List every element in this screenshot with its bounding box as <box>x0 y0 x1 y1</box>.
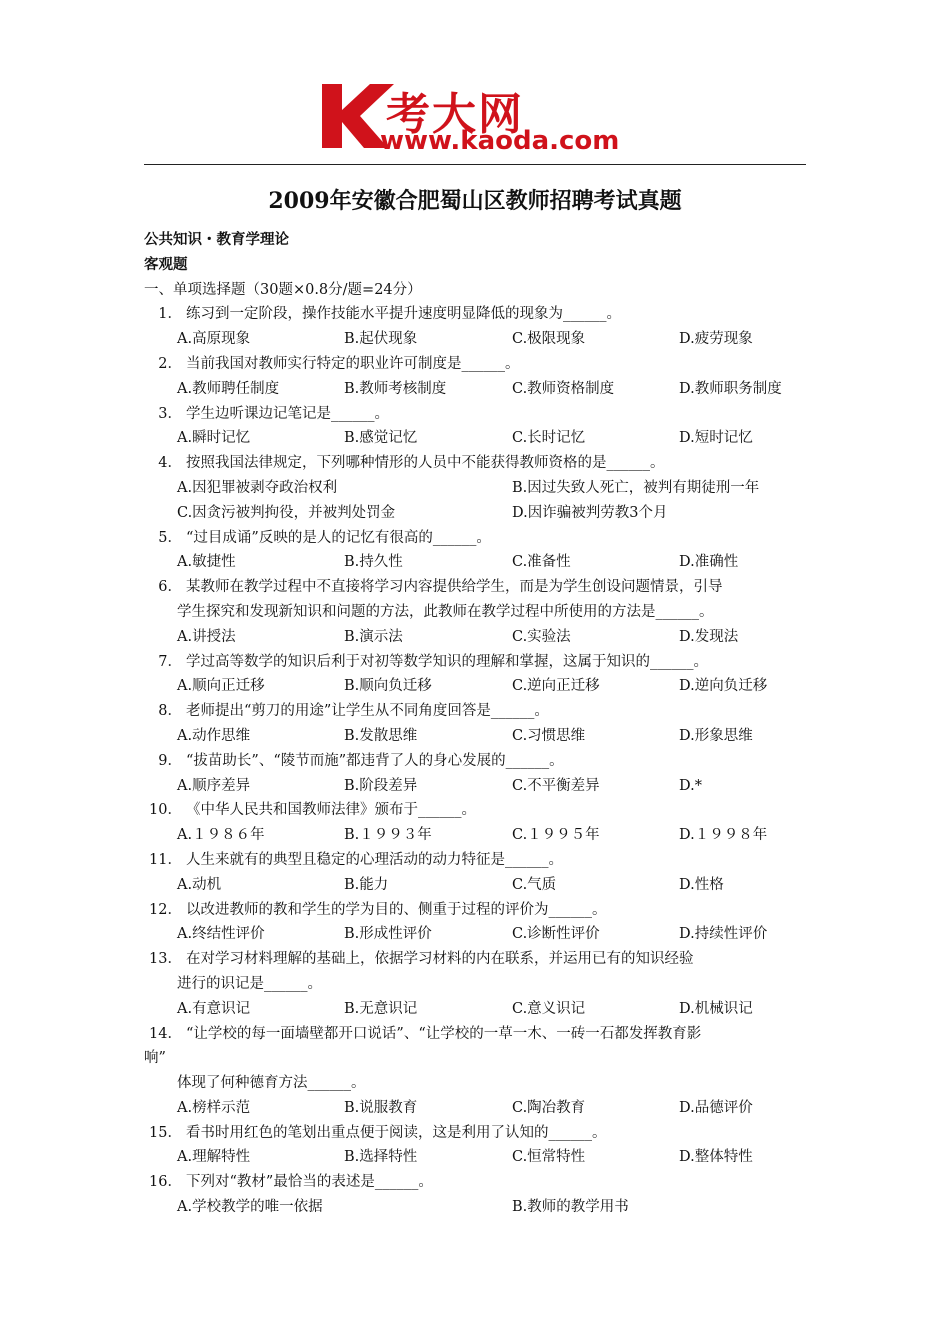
question-number: 11． <box>149 851 182 868</box>
answer-option: C.气质 <box>512 876 557 893</box>
question-item <box>144 848 812 898</box>
question-text: “拔苗助长”、“陵节而施”都违背了人的身心发展的______。 <box>186 752 564 769</box>
answer-option: D.性格 <box>679 876 724 893</box>
question-number: 1． <box>158 306 182 323</box>
question-item <box>144 898 812 948</box>
answer-option: B.说服教育 <box>344 1099 418 1116</box>
answer-option: C.意义识记 <box>512 1000 586 1017</box>
answer-option: D.整体特性 <box>679 1149 753 1166</box>
question-stem <box>144 798 812 823</box>
answer-option: C.习惯思维 <box>512 727 586 744</box>
question-item <box>144 947 812 1021</box>
answer-option: B.感觉记忆 <box>344 430 418 447</box>
option-row <box>144 1096 812 1121</box>
section-heading-objective: 客观题 <box>144 256 188 273</box>
question-number: 7． <box>158 653 182 670</box>
question-text: 下列对“教材”最恰当的表述是______。 <box>186 1174 433 1191</box>
answer-option: D.短时记忆 <box>679 430 753 447</box>
question-number: 16． <box>149 1174 182 1191</box>
answer-option: C.陶冶教育 <box>512 1099 586 1116</box>
section-heading-public-knowledge: 公共知识・教育学理论 <box>144 232 289 248</box>
answer-option: D.１９９８年 <box>679 827 768 844</box>
question-stem <box>144 650 812 675</box>
question-stem <box>144 947 812 972</box>
answer-option: A.瞬时记忆 <box>177 430 251 447</box>
answer-option: B.演示法 <box>344 628 403 645</box>
question-text: “让学校的每一面墙壁都开口说话”、“让学校的一草一木、一砖一石都发挥教育影 <box>186 1025 702 1042</box>
question-item <box>144 1121 812 1171</box>
answer-option: D.准确性 <box>679 554 739 571</box>
question-stem <box>144 898 812 923</box>
question-text: 以改进教师的教和学生的学为目的、侧重于过程的评价为______。 <box>186 901 607 918</box>
answer-option: C.教师资格制度 <box>512 380 615 397</box>
question-item <box>144 402 812 452</box>
question-text: 人生来就有的典型且稳定的心理活动的动力特征是______。 <box>186 851 563 868</box>
question-stem <box>144 1170 812 1195</box>
question-text: “过目成诵”反映的是人的记忆有很高的______。 <box>186 529 491 546</box>
answer-option: D.教师职务制度 <box>679 380 782 397</box>
question-stem <box>144 575 812 600</box>
document-title: 2009年安徽合肥蜀山区教师招聘考试真题 <box>268 188 682 214</box>
question-item <box>144 352 812 402</box>
answer-option: D.形象思维 <box>679 727 753 744</box>
question-item <box>144 526 812 576</box>
answer-option: A.有意识记 <box>177 1000 251 1017</box>
option-row <box>144 377 812 402</box>
part-heading: 一、单项选择题（30题×0.8分/题=24分） <box>144 281 422 298</box>
option-row <box>144 550 812 575</box>
option-row <box>144 997 812 1022</box>
answer-option: B.因过失致人死亡，被判有期徒刑一年 <box>512 479 760 496</box>
answer-option: A.动作思维 <box>177 727 251 744</box>
option-row <box>144 724 812 749</box>
option-row <box>144 501 812 526</box>
answer-option: B.教师的教学用书 <box>512 1199 629 1216</box>
option-row <box>144 823 812 848</box>
answer-option: D.逆向负迁移 <box>679 678 768 695</box>
answer-option: A.敏捷性 <box>177 554 236 571</box>
answer-option: A.动机 <box>177 876 222 893</box>
answer-option: B.顺向负迁移 <box>344 678 432 695</box>
question-item <box>144 1170 812 1220</box>
answer-option: C.逆向正迁移 <box>512 678 600 695</box>
question-text: 练习到一定阶段，操作技能水平提升速度明显降低的现象为______。 <box>186 306 621 323</box>
question-stem <box>144 352 812 377</box>
question-number: 8． <box>158 703 182 720</box>
answer-option: A.高原现象 <box>177 331 251 348</box>
question-stem <box>144 1022 812 1047</box>
question-item <box>144 575 812 649</box>
option-row <box>144 426 812 451</box>
question-text-continued: 学生探究和发现新知识和问题的方法，此教师在教学过程中所使用的方法是______。 <box>177 603 714 620</box>
question-number: 2． <box>158 355 182 372</box>
question-stem <box>144 1121 812 1146</box>
answer-option: A.学校教学的唯一依据 <box>177 1199 323 1216</box>
question-stem <box>144 302 812 327</box>
question-stem <box>144 699 812 724</box>
answer-option: C.不平衡差异 <box>512 777 600 794</box>
answer-option: C.实验法 <box>512 628 571 645</box>
answer-option: D.品德评价 <box>679 1099 753 1116</box>
option-row <box>144 873 812 898</box>
question-text: 某教师在教学过程中不直接将学习内容提供给学生，而是为学生创设问题情景，引导 <box>186 579 723 596</box>
answer-option: D.* <box>679 777 702 794</box>
answer-option: C.１９９５年 <box>512 827 600 844</box>
question-item <box>144 749 812 799</box>
answer-option: B.能力 <box>344 876 389 893</box>
option-row <box>144 1145 812 1170</box>
question-stem <box>144 749 812 774</box>
question-number: 15． <box>149 1124 182 1141</box>
question-number: 3． <box>158 405 182 422</box>
question-number: 5． <box>158 529 182 546</box>
answer-option: C.因贪污被判拘役，并被判处罚金 <box>177 504 396 521</box>
question-number: 10． <box>149 802 182 819</box>
answer-option: A.理解特性 <box>177 1149 251 1166</box>
question-text: 看书时用红色的笔划出重点便于阅读，这是利用了认知的______。 <box>186 1124 607 1141</box>
answer-option: C.恒常特性 <box>512 1149 586 1166</box>
answer-option: D.持续性评价 <box>679 926 768 943</box>
site-logo[interactable] <box>318 80 648 160</box>
answer-option: A.榜样示范 <box>177 1099 251 1116</box>
question-item <box>144 699 812 749</box>
question-text: 在对学习材料理解的基础上，依据学习材料的内在联系，并运用已有的知识经验 <box>186 951 694 968</box>
question-stem <box>144 451 812 476</box>
answer-option: D.疲劳现象 <box>679 331 753 348</box>
question-text: 学过高等数学的知识后利于对初等数学知识的理解和掌握，这属于知识的______。 <box>186 653 708 670</box>
question-list <box>144 302 812 1219</box>
answer-option: B.教师考核制度 <box>344 380 447 397</box>
question-number: 14． <box>149 1025 182 1042</box>
question-number: 4． <box>158 455 182 472</box>
question-text: 学生边听课边记笔记是______。 <box>186 405 389 422</box>
question-number: 9． <box>158 752 182 769</box>
question-item <box>144 650 812 700</box>
option-row <box>144 476 812 501</box>
question-text: 《中华人民共和国教师法律》颁布于______。 <box>186 802 476 819</box>
logo-chinese-text: 考大网 <box>386 89 524 140</box>
question-stem <box>144 848 812 873</box>
question-text: 当前我国对教师实行特定的职业许可制度是______。 <box>186 355 520 372</box>
question-item <box>144 798 812 848</box>
answer-option: B.阶段差异 <box>344 777 418 794</box>
answer-option: C.长时记忆 <box>512 430 586 447</box>
option-row <box>144 327 812 352</box>
answer-option: C.准备性 <box>512 554 571 571</box>
answer-option: D.机械识记 <box>679 1000 753 1017</box>
question-item <box>144 451 812 525</box>
question-item <box>144 1022 812 1121</box>
answer-option: B.持久性 <box>344 554 403 571</box>
answer-option: A.讲授法 <box>177 628 236 645</box>
option-row <box>144 625 812 650</box>
option-row <box>144 922 812 947</box>
answer-option: B.１９９３年 <box>344 827 432 844</box>
question-text-continued: 进行的识记是______。 <box>177 975 322 992</box>
answer-option: C.诊断性评价 <box>512 926 600 943</box>
option-row <box>144 1195 812 1220</box>
question-text: 老师提出“剪刀的用途”让学生从不同角度回答是______。 <box>186 703 549 720</box>
answer-option: A.终结性评价 <box>177 926 265 943</box>
answer-option: B.选择特性 <box>344 1149 418 1166</box>
answer-option: B.起伏现象 <box>344 331 418 348</box>
option-row <box>144 774 812 799</box>
question-item <box>144 302 812 352</box>
question-number: 13． <box>149 951 182 968</box>
question-stem <box>144 402 812 427</box>
document-body <box>144 228 812 1220</box>
answer-option: A.教师聘任制度 <box>177 380 280 397</box>
answer-option: B.无意识记 <box>344 1000 418 1017</box>
answer-option: C.极限现象 <box>512 331 586 348</box>
answer-option: D.发现法 <box>679 628 739 645</box>
question-text-continued: 响” <box>144 1050 166 1067</box>
question-number: 6． <box>158 579 182 596</box>
answer-option: B.形成性评价 <box>344 926 432 943</box>
question-text: 按照我国法律规定，下列哪种情形的人员中不能获得教师资格的是______。 <box>186 455 665 472</box>
answer-option: A.１９８６年 <box>177 827 265 844</box>
answer-option: D.因诈骗被判劳教3个月 <box>512 504 668 521</box>
option-row <box>144 674 812 699</box>
logo-url-text: www.kaoda.com <box>380 126 620 156</box>
answer-option: A.顺向正迁移 <box>177 678 265 695</box>
answer-option: B.发散思维 <box>344 727 418 744</box>
answer-option: A.顺序差异 <box>177 777 251 794</box>
answer-option: A.因犯罪被剥夺政治权利 <box>177 479 338 496</box>
question-text-continued: 体现了何种德育方法______。 <box>177 1075 366 1092</box>
question-stem <box>144 526 812 551</box>
header-divider <box>144 164 806 165</box>
question-number: 12． <box>149 901 182 918</box>
